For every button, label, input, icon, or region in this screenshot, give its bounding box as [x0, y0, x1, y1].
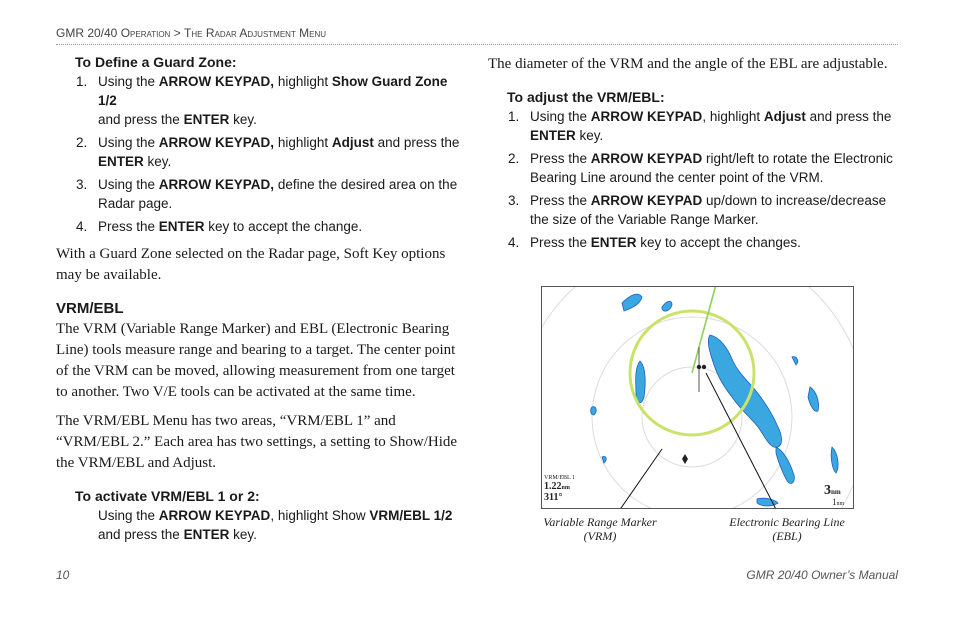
radar-returns	[591, 294, 838, 506]
activate-steps	[56, 506, 468, 544]
adjust-step: 1. Using the ARROW KEYPAD, highlight Adjust and press the ENTER key.	[508, 109, 892, 143]
vrm-center-point	[697, 365, 701, 369]
vessel-marker-icon	[682, 454, 688, 464]
range-ring-outer	[542, 287, 853, 508]
overlay-range: 1.22nm	[544, 481, 570, 492]
right-column	[488, 54, 900, 256]
range-ring	[542, 287, 853, 508]
guard-zone-step: 1. Using the ARROW KEYPAD, highlight Show Guard Zone 1/2 and press the ENTER key.	[76, 74, 448, 127]
guard-zone-note: With a Guard Zone selected on the Radar page, Soft Key options may be available.	[56, 246, 446, 283]
guard-zone-steps	[56, 72, 468, 236]
page-number: 10	[56, 568, 70, 582]
header-rule	[56, 44, 898, 45]
adjust-steps	[488, 107, 900, 252]
header-separator: >	[173, 26, 181, 40]
guard-zone-title: To Define a Guard Zone:	[75, 54, 237, 70]
header-product: GMR 20/40	[56, 26, 118, 40]
range-scale-value: 3nm	[824, 483, 841, 498]
vrm-ebl-para1: The VRM (Variable Range Marker) and EBL (Electronic Bearing Line) tools measure range and bearing to a target. The center point of the VRM can be moved, allowing measurement from one target to another. Two V/E tools can be activated at the same time.	[56, 321, 456, 400]
adjust-step: 2. Press the ARROW KEYPAD right/left to rotate the Electronic Bearing Line around the center point of the VRM.	[508, 151, 893, 185]
radar-screenshot	[541, 286, 854, 509]
vrm-callout-line	[612, 449, 662, 508]
overlay-label: VRM/EBL 1	[544, 475, 575, 481]
header-section: Operation	[120, 26, 171, 40]
activate-title: To activate VRM/EBL 1 or 2:	[75, 488, 260, 504]
header-subsection: The Radar Adjustment Menu	[184, 26, 327, 40]
vrm-ebl-heading: VRM/EBL	[56, 300, 124, 317]
range-scale-secondary: 1nm	[832, 497, 845, 507]
radar-image	[542, 287, 853, 508]
manual-title: GMR 20/40 Owner’s Manual	[746, 568, 898, 582]
left-column	[56, 54, 468, 548]
overlay-bearing: 311°	[544, 492, 563, 503]
adjust-intro: The diameter of the VRM and the angle of the EBL are adjustable.	[488, 56, 888, 72]
running-header	[56, 26, 898, 40]
guard-zone-step: 4. Press the ENTER key to accept the change.	[76, 219, 363, 234]
activate-step: Using the ARROW KEYPAD, highlight Show VRM/EBL 1/2 and press the ENTER key.	[98, 508, 453, 542]
vrm-center-point	[702, 365, 706, 369]
adjust-title: To adjust the VRM/EBL:	[507, 89, 665, 105]
caption-ebl: Electronic Bearing Line (EBL)	[729, 515, 845, 543]
guard-zone-step: 3. Using the ARROW KEYPAD, define the desired area on the Radar page.	[76, 177, 458, 211]
caption-vrm: Variable Range Marker (VRM)	[543, 515, 657, 543]
guard-zone-step: 2. Using the ARROW KEYPAD, highlight Adjust and press the ENTER key.	[76, 135, 460, 169]
adjust-step: 4. Press the ENTER key to accept the changes.	[508, 235, 801, 250]
adjust-step: 3. Press the ARROW KEYPAD up/down to increase/decrease the size of the Variable Range Marker.	[508, 193, 887, 227]
vrm-ebl-para2: The VRM/EBL Menu has two areas, “VRM/EBL 1” and “VRM/EBL 2.” Each area has two settings, a setting to Show/Hide the VRM/EBL and Adjust.	[56, 413, 458, 471]
